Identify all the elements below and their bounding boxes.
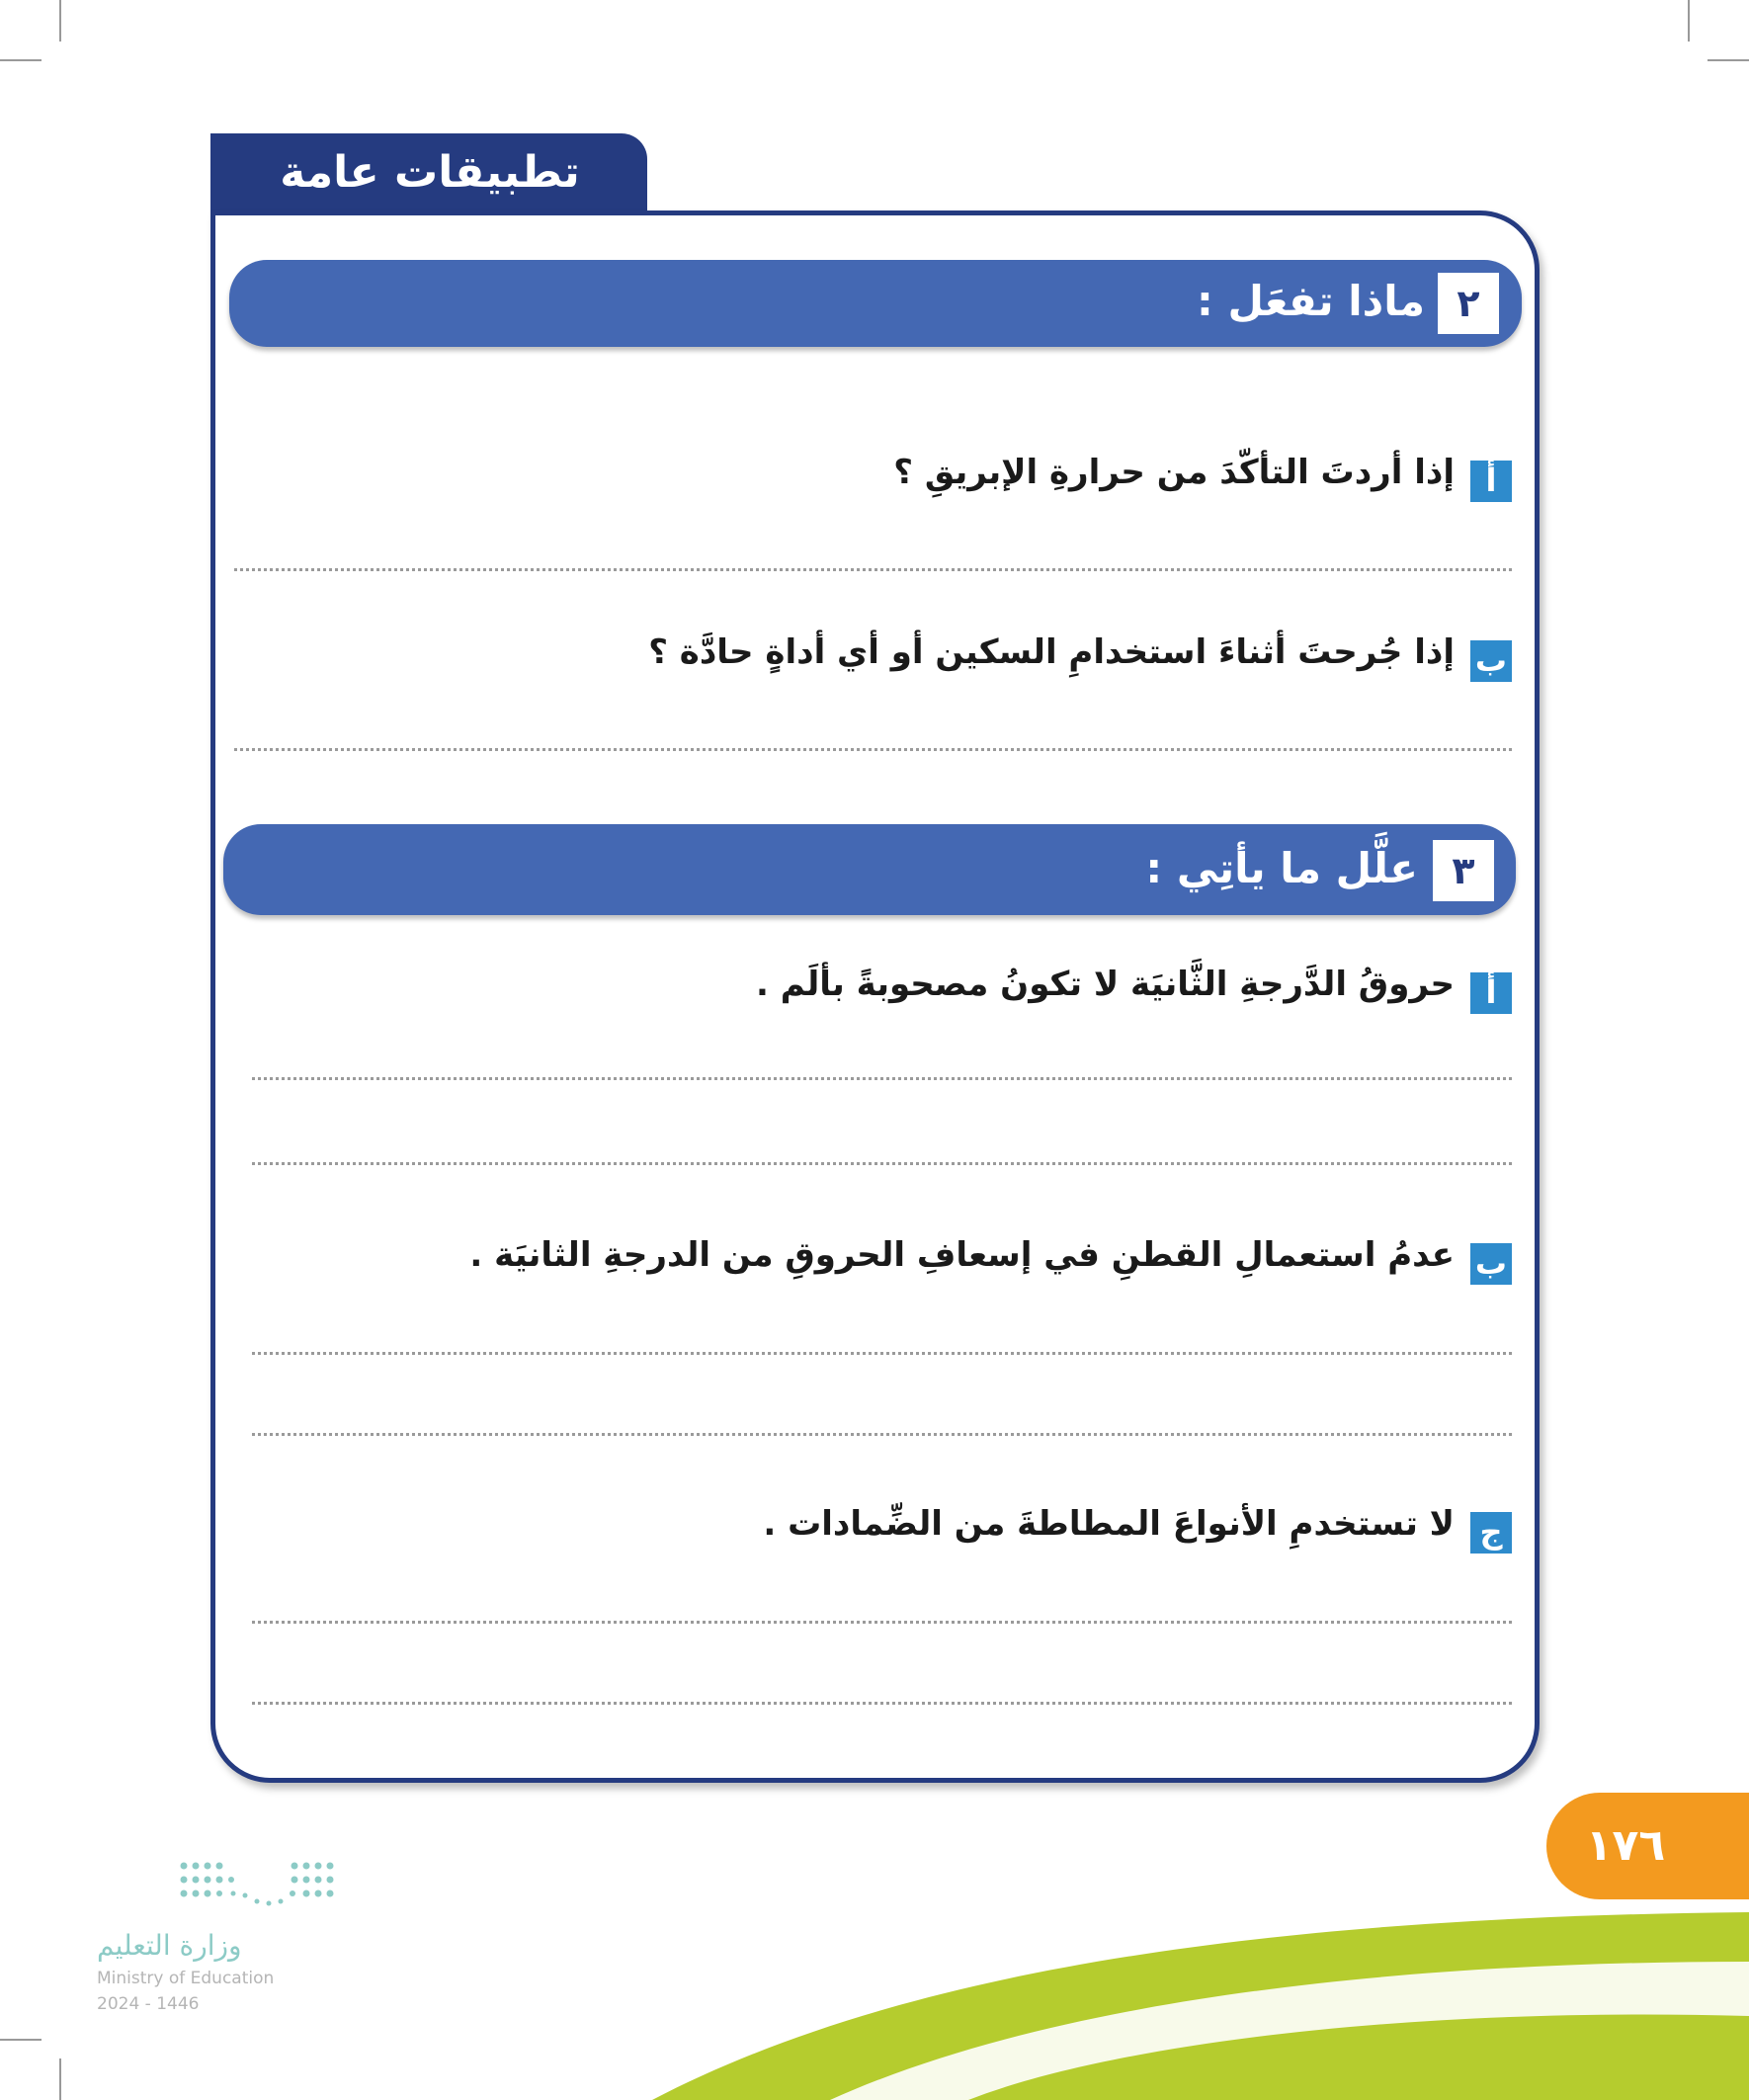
ministry-english-name: Ministry of Education [97, 1969, 275, 1988]
question-text: إذا أردتَ التأكّدَ من حرارةِ الإبريقِ ؟ [893, 453, 1455, 492]
question-text: حروقُ الدَّرجةِ الثَّانيَة لا تكونُ مصحوبةً بألَم . [756, 965, 1455, 1004]
section-2-number: ٢ [1438, 273, 1499, 334]
header-tab-title: تطبيقات عامة [280, 147, 580, 198]
section-3-title: علَّل ما يأتِي : [1145, 844, 1418, 892]
ministry-logo-icon [178, 1858, 356, 1919]
section-2-title: ماذا تفعَل : [1197, 277, 1425, 325]
question-text: إذا جُرحتَ أثناءَ استخدامِ السكين أو أي أداةٍ حادَّة ؟ [648, 632, 1455, 672]
question-badge: أ [1470, 461, 1512, 502]
question-text: عدمُ استعمالِ القطنِ في إسعافِ الحروقِ من الدرجةِ الثانيَة . [469, 1235, 1455, 1275]
question-badge: ب [1470, 1243, 1512, 1285]
question-badge: أ [1470, 972, 1512, 1014]
question-text: لا تستخدمِ الأنواعَ المطاطةَ من الضِّمادات . [763, 1504, 1455, 1544]
ministry-year: 2024 - 1446 [97, 1994, 200, 2014]
ministry-arabic-name: وزارة التعليم [97, 1929, 242, 1962]
question-badge: ج [1470, 1512, 1512, 1554]
question-badge: ب [1470, 640, 1512, 682]
page-number: ١٧٦ [1585, 1820, 1666, 1871]
section-3-number: ٣ [1433, 840, 1494, 901]
